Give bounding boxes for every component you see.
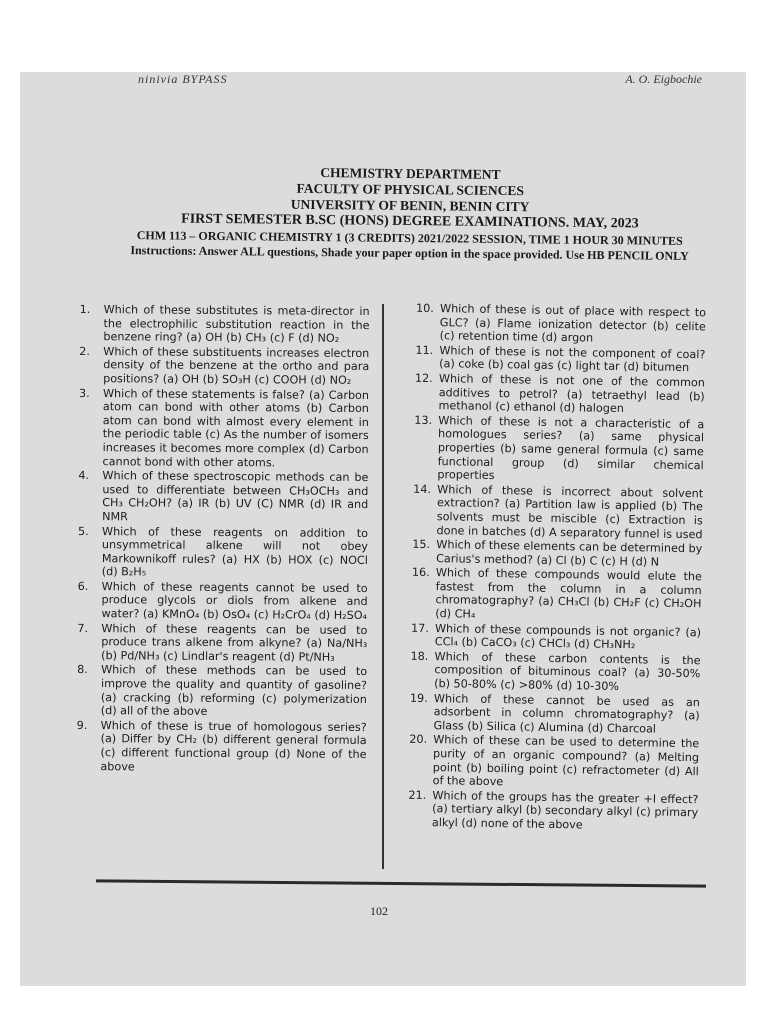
question-item: [409, 691, 700, 736]
question-number: 14.: [413, 482, 432, 496]
question-number: 21.: [408, 788, 427, 802]
instructions: Instructions: Answer ALL questions, Shade your paper option in the space provided. Use HB PENCIL ONLY: [130, 243, 689, 263]
question-item: [77, 622, 367, 665]
header-left-text: ninivia BYPASS: [138, 72, 228, 86]
question-item: [78, 524, 368, 580]
question-text: Which of these reagents cannot be used to produce glycols or diols from alkene and water? (a) KMnO₄ (b) OsO₄ (c) H₂CrO₄ (d) H₂SO₄: [101, 580, 368, 623]
page-number: 102: [370, 904, 388, 918]
question-item: [77, 663, 367, 719]
question-text: Which of these compounds would elute the fastest from the column in a column chromatography? (a) CH₃Cl (b) CH₂F (c) CH₂OH (d) CH₄: [435, 566, 702, 621]
question-text: Which of these is not a characteristic of a homologues series? (a) same physical properties (b) same general formula (c) same functional group (d) similar chemical properties: [437, 413, 705, 483]
question-item: [76, 719, 366, 775]
question-item: [413, 413, 704, 486]
question-item: [410, 650, 701, 695]
question-item: [411, 621, 701, 653]
question-item: [79, 345, 369, 388]
question-item: [412, 538, 702, 570]
question-number: 12.: [414, 371, 433, 385]
question-number: 17.: [410, 621, 429, 635]
exam-title-block: [110, 163, 711, 264]
question-item: [409, 733, 700, 792]
questions-left-column: [76, 303, 369, 776]
question-number: 7.: [77, 621, 89, 635]
question-item: [77, 580, 367, 623]
question-item: [78, 469, 368, 525]
question-text: Which of these is out of place with respect to GLC? (a) Flame ionization detector (b) celite (c) retention time (d) argon: [439, 302, 707, 345]
course-title: CHM 113 – ORGANIC CHEMISTRY 1 (3 CREDITS) 2021/2022 SESSION, TIME 1 HOUR 30 MINUTES: [136, 228, 683, 248]
question-number: 9.: [76, 718, 88, 732]
question-text: Which of these is true of homologous series? (a) Differ by CH₂ (b) different general formula (c) different functional group (d) None of the above: [100, 718, 367, 773]
question-text: Which of these cannot be used as an adsorbent in column chromatography? (a) Glass (b) Silica (c) Alumina (d) Charcoal: [433, 691, 701, 736]
question-text: Which of these is incorrect about solvent extraction? (a) Partition law is applied (b) The solvents must be miscible (c) Extraction is done in batches (d) A separatory funnel is used: [436, 482, 704, 541]
question-number: 16.: [411, 566, 430, 580]
question-number: 19.: [409, 691, 428, 705]
question-text: Which of these substitutes is meta-director in the electrophilic substitution reaction in the benzene ring? (a) OH (b) CH₃ (c) F (d) NO₂: [103, 303, 370, 345]
question-number: 13.: [414, 413, 433, 427]
question-text: Which of these substituents increases electron density of the benzene at the ortho and para positions? (a) OH (b) SO₃H (c) COOH (d) NO₂: [103, 344, 370, 387]
question-number: 6.: [77, 579, 89, 593]
question-item: [412, 482, 703, 541]
question-text: Which of these is not the component of coal? (a) coke (b) coal gas (c) light tar (d) bitumen: [439, 343, 706, 375]
question-number: 5.: [78, 524, 89, 538]
university-title: UNIVERSITY OF BENIN, BENIN CITY: [290, 196, 530, 215]
question-item: [411, 566, 702, 625]
question-number: 2.: [79, 344, 91, 358]
question-text: Which of these elements can be determined by Carius's method? (a) Cl (b) C (c) H (d) N: [436, 538, 703, 569]
question-item: [414, 372, 705, 417]
question-text: Which of these carbon contents is the composition of bituminous coal? (a) 30-50% (b) 50-80% (c) >80% (d) 10-30%: [434, 649, 701, 694]
questions-right-column: [408, 302, 706, 835]
question-text: Which of these methods can be used to improve the quality and quantity of gasoline? (a) cracking (b) reforming (c) polymerization (d) all of the above: [100, 663, 368, 719]
question-item: [416, 302, 707, 347]
question-text: Which of these is not one of the common additives to petrol? (a) tetraethyl lead (b) methanol (c) ethanol (d) halogen: [438, 372, 706, 416]
question-text: Which of these spectroscopic methods can be used to differentiate between CH₃OCH₃ and CH₃ CH₂OH? (a) IR (b) UV (C) NMR (d) IR and NMR: [102, 469, 369, 524]
question-text: Which of these statements is false? (a) Carbon atom can bond with other atoms (b) Carbon atom can bond with almost every element in the periodic table (c) As the number of isomers increases it becomes more complex (d) Carbon cannot bond with other atoms.: [102, 386, 370, 469]
question-item: [415, 344, 705, 376]
question-item: [78, 387, 369, 471]
department-title: CHEMISTRY DEPARTMENT: [320, 165, 501, 182]
question-number: 20.: [409, 733, 428, 747]
question-number: 3.: [78, 386, 90, 400]
header-author: A. O. Eigbochie: [625, 72, 702, 86]
question-number: 18.: [410, 649, 429, 663]
footer-rule: [96, 879, 706, 887]
question-text: Which of these reagents on addition to unsymmetrical alkene will not obey Markownikoff rules? (a) HX (b) HOX (c) NOCl (d) B₂H₅: [101, 524, 369, 579]
question-number: 4.: [78, 469, 90, 483]
column-divider: [382, 304, 384, 869]
question-text: Which of the groups has the greater +I effect? (a) tertiary alkyl (b) secondary alkyl (c) primary alkyl (d) none of the above: [431, 788, 699, 832]
question-text: Which of these can be used to determine the purity of an organic compound? (a) Melting point (b) boiling point (c) refractometer (d) All of the above: [432, 733, 700, 789]
question-item: [408, 788, 699, 833]
question-number: 1.: [79, 302, 91, 317]
question-number: 10.: [415, 301, 434, 316]
question-text: Which of these reagents can be used to produce trans alkene from alkyne? (a) Na/NH₃ (b) Pd/NH₃ (c) Lindlar's reagent (d) Pt/NH₃: [101, 621, 368, 664]
faculty-title: FACULTY OF PHYSICAL SCIENCES: [296, 180, 525, 199]
question-text: Which of these compounds is not organic? (a) CCl₄ (b) CaCO₃ (c) CHCl₃ (d) CH₃NH₂: [434, 621, 702, 652]
question-number: 11.: [415, 343, 434, 357]
question-number: 8.: [77, 663, 88, 677]
exam-title: FIRST SEMESTER B.SC (HONS) DEGREE EXAMINATIONS. MAY, 2023: [181, 211, 639, 232]
question-item: [79, 303, 369, 346]
exam-paper-sheet: [20, 72, 746, 986]
question-number: 15.: [412, 537, 431, 552]
